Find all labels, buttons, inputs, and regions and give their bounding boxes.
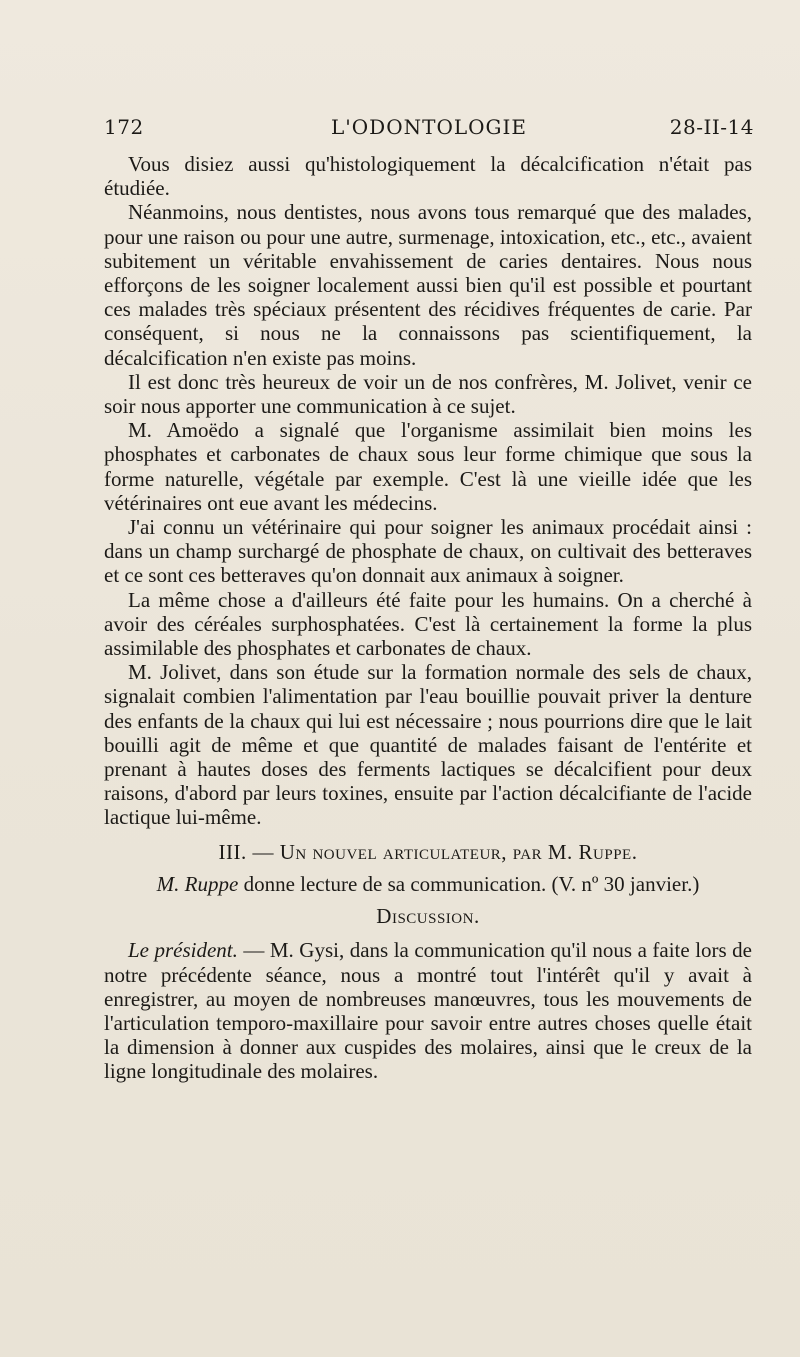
journal-title: L'ODONTOLOGIE xyxy=(331,115,527,139)
announcement-text: donne lecture de sa communication. (V. nº 30 janvier.) xyxy=(238,871,700,896)
section-title: III. — Un nouvel articulateur, par M. Ruppe. xyxy=(218,839,638,864)
paragraph: Il est donc très heureux de voir un de nos confrères, M. Jolivet, venir ce soir nous apporter une communication à ce sujet. xyxy=(104,369,752,419)
announcement xyxy=(104,872,752,896)
issue-date: 28-II-14 xyxy=(669,115,754,139)
final-paragraph-speaker: Le président. xyxy=(128,938,238,963)
body-text xyxy=(104,152,752,1084)
paragraph: La même chose a d'ailleurs été faite pour les humains. On a cherché à avoir des céréales surphosphatées. C'est là certainement la forme la plus assimilable des phosphates et carbonates de chaux. xyxy=(104,587,752,661)
page-number: 172 xyxy=(104,115,144,139)
paragraph: Néanmoins, nous dentistes, nous avons tous remarqué que des malades, pour une raison ou pour une autre, surmenage, intoxication, etc., etc., avaient subitement un véritable envahissement de caries dentaires. Nous nous efforçons de les soigner localement aussi bien qu'il est possible et pourtant ces malades très spéciaux présentent des récidives fréquentes de carie. Par conséquent, si nous ne la connaissons pas scientifiquement, la décalcification n'en existe pas moins. xyxy=(104,200,752,370)
paragraph: J'ai connu un vétérinaire qui pour soigner les animaux procédait ainsi : dans un champ surchargé de phosphate de chaux, on cultivait des betteraves et ce sont ces betteraves qu'on donnait aux animaux à soigner. xyxy=(104,515,752,588)
announcement-speaker: M. Ruppe xyxy=(156,871,239,896)
paragraph: M. Amoëdo a signalé que l'organisme assimilait bien moins les phosphates et carbonates de chaux sous leur forme chimique que sous la forme naturelle, végétale par exemple. C'est là une vieille idée que les vétérinaires ont eue avant les médecins. xyxy=(104,418,752,515)
discussion-title: Discussion. xyxy=(376,904,480,929)
paragraph: M. Jolivet, dans son étude sur la formation normale des sels de chaux, signalait combien l'alimentation par l'eau bouillie pouvait priver la denture des enfants de la chaux qui lui est nécessaire ; nous pourrions dire que le lait bouilli agit de même et que quantité de malades faisant de l'entérite et prenant à hautes doses des ferments lactiques se décalcifient pour deux raisons, d'abord par leurs toxines, ensuite par l'action décalcifiante de l'acide lactique lui-même. xyxy=(104,660,752,830)
final-paragraph-text: — M. Gysi, dans la communication qu'il nous a faite lors de notre précédente séance, nous a montré tout l'intérêt qu'il y avait à enregistrer, au moyen de nombreuses manœuvres, tous les mouvements de l'articulation temporo-maxillaire pour savoir entre autres choses quelle était la dimension à donner aux cuspides des molaires, ainsi que le creux de la ligne longitudinale des molaires. xyxy=(104,938,753,1084)
final-paragraph xyxy=(104,938,752,1083)
paragraph: Vous disiez aussi qu'histologiquement la décalcification n'était pas étudiée. xyxy=(104,152,752,201)
running-header xyxy=(104,115,754,145)
